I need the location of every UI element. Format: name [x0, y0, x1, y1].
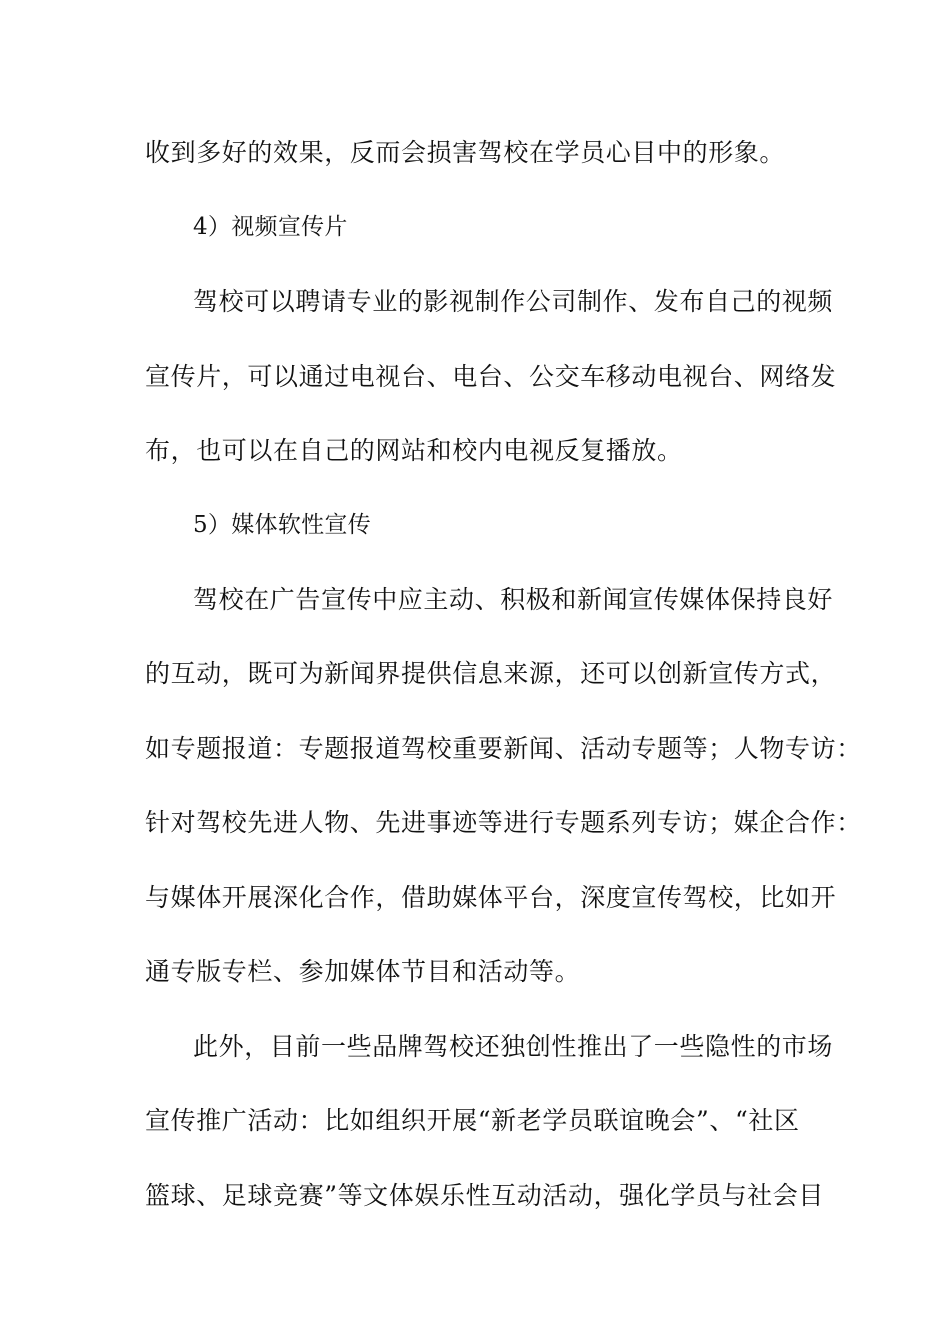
paragraph-line: 如专题报道：专题报道驾校重要新闻、活动专题等；人物专访： — [145, 734, 862, 763]
paragraph-line: 收到多好的效果，反而会损害驾校在学员心目中的形象。 — [145, 138, 786, 167]
paragraph-line: 此外，目前一些品牌驾校还独创性推出了一些隐性的市场 — [193, 1032, 834, 1061]
paragraph-line: 宣传片，可以通过电视台、电台、公交车移动电视台、网络发 — [145, 362, 837, 391]
section-heading-media: 5）媒体软性宣传 — [193, 512, 372, 538]
paragraph-line: 驾校可以聘请专业的影视制作公司制作、发布自己的视频 — [193, 287, 834, 316]
paragraph-line: 通专版专栏、参加媒体节目和活动等。 — [145, 957, 581, 986]
paragraph-line: 与媒体开展深化合作，借助媒体平台，深度宣传驾校，比如开 — [145, 883, 837, 912]
paragraph-line: 篮球、足球竞赛”等文体娱乐性互动活动，强化学员与社会目 — [145, 1181, 824, 1210]
paragraph-line: 驾校在广告宣传中应主动、积极和新闻宣传媒体保持良好 — [193, 585, 834, 614]
paragraph-line: 布，也可以在自己的网站和校内电视反复播放。 — [145, 436, 683, 465]
paragraph-line: 针对驾校先进人物、先进事迹等进行专题系列专访；媒企合作： — [145, 808, 862, 837]
paragraph-line: 的互动，既可为新闻界提供信息来源，还可以创新宣传方式， — [145, 659, 837, 688]
paragraph-line: 宣传推广活动：比如组织开展“新老学员联谊晚会”、“社区 — [145, 1106, 800, 1135]
section-heading-video: 4）视频宣传片 — [193, 214, 348, 240]
